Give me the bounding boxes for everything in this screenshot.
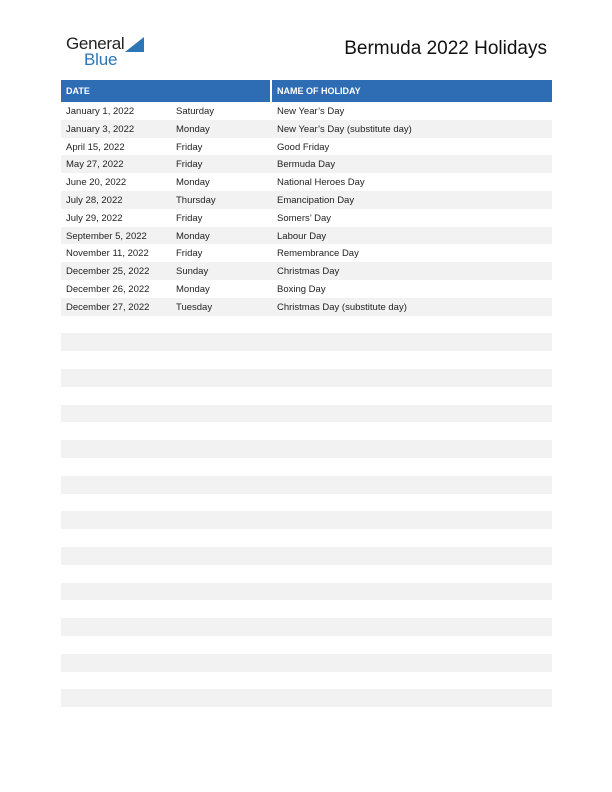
page-title: Bermuda 2022 Holidays xyxy=(344,38,547,59)
header-date: DATE xyxy=(66,86,90,96)
row-date: May 27, 2022 xyxy=(66,159,124,171)
row-day: Monday xyxy=(176,177,210,189)
row-holiday-name: Boxing Day xyxy=(277,283,326,295)
row-holiday-name: Bermuda Day xyxy=(277,159,336,171)
row-day: Friday xyxy=(176,248,203,260)
row-day: Saturday xyxy=(176,106,215,117)
row-date: November 11, 2022 xyxy=(66,248,149,260)
table-row xyxy=(61,155,552,173)
logo-blue-text: Blue xyxy=(84,50,118,69)
table-row xyxy=(61,387,552,405)
row-holiday-name: New Year’s Day xyxy=(277,106,345,117)
row-date: July 29, 2022 xyxy=(66,212,123,224)
table-row xyxy=(61,672,552,690)
table-row xyxy=(61,405,552,423)
row-date: June 20, 2022 xyxy=(66,177,127,189)
table-row xyxy=(61,227,552,245)
table-row xyxy=(61,102,552,120)
row-date: January 1, 2022 xyxy=(66,106,135,117)
table-row xyxy=(61,476,552,494)
table-row xyxy=(61,262,552,280)
row-date: January 3, 2022 xyxy=(66,123,135,135)
table-row xyxy=(61,547,552,565)
row-day: Tuesday xyxy=(176,301,213,313)
table-row xyxy=(61,244,552,262)
table-row xyxy=(61,689,552,707)
table-row xyxy=(61,529,552,547)
holiday-table xyxy=(61,80,552,725)
row-holiday-name: New Year’s Day (substitute day) xyxy=(277,123,412,135)
row-day: Monday xyxy=(176,283,210,295)
row-date: December 25, 2022 xyxy=(66,266,150,278)
table-row xyxy=(61,458,552,476)
table-row xyxy=(61,191,552,209)
table-header xyxy=(61,80,552,102)
table-row xyxy=(61,636,552,654)
row-day: Friday xyxy=(176,212,203,224)
table-row xyxy=(61,138,552,156)
table-row xyxy=(61,565,552,583)
table-row xyxy=(61,173,552,191)
table-row xyxy=(61,209,552,227)
table-row xyxy=(61,280,552,298)
table-row xyxy=(61,600,552,618)
generalblue-logo xyxy=(66,34,156,70)
header-holiday-name: NAME OF HOLIDAY xyxy=(277,86,361,96)
logo-general-text: General xyxy=(66,34,125,53)
row-holiday-name: Christmas Day (substitute day) xyxy=(277,301,407,313)
row-holiday-name: Good Friday xyxy=(277,141,330,153)
row-holiday-name: Emancipation Day xyxy=(277,194,355,206)
table-row xyxy=(61,120,552,138)
row-date: December 26, 2022 xyxy=(66,283,150,295)
row-holiday-name: Somers’ Day xyxy=(277,212,332,224)
row-date: September 5, 2022 xyxy=(66,230,147,242)
table-row xyxy=(61,333,552,351)
header-divider xyxy=(270,80,272,102)
table-row xyxy=(61,494,552,512)
table-row xyxy=(61,583,552,601)
row-day: Monday xyxy=(176,230,210,242)
row-holiday-name: Labour Day xyxy=(277,230,327,242)
table-row xyxy=(61,654,552,672)
table-row xyxy=(61,511,552,529)
table-row xyxy=(61,351,552,369)
row-date: July 28, 2022 xyxy=(66,194,123,206)
table-row xyxy=(61,316,552,334)
row-date: December 27, 2022 xyxy=(66,301,150,313)
row-day: Monday xyxy=(176,123,210,135)
table-row xyxy=(61,618,552,636)
row-day: Thursday xyxy=(176,194,216,206)
table-row xyxy=(61,298,552,316)
row-holiday-name: Remembrance Day xyxy=(277,248,359,260)
table-row xyxy=(61,707,552,725)
row-holiday-name: Christmas Day xyxy=(277,266,340,278)
row-day: Friday xyxy=(176,141,203,153)
table-body xyxy=(61,102,552,725)
row-day: Friday xyxy=(176,159,203,171)
row-date: April 15, 2022 xyxy=(66,141,125,153)
logo-triangle-icon xyxy=(125,37,144,52)
row-holiday-name: National Heroes Day xyxy=(277,177,365,189)
table-row xyxy=(61,369,552,387)
row-day: Sunday xyxy=(176,266,209,278)
table-row xyxy=(61,422,552,440)
table-row xyxy=(61,440,552,458)
